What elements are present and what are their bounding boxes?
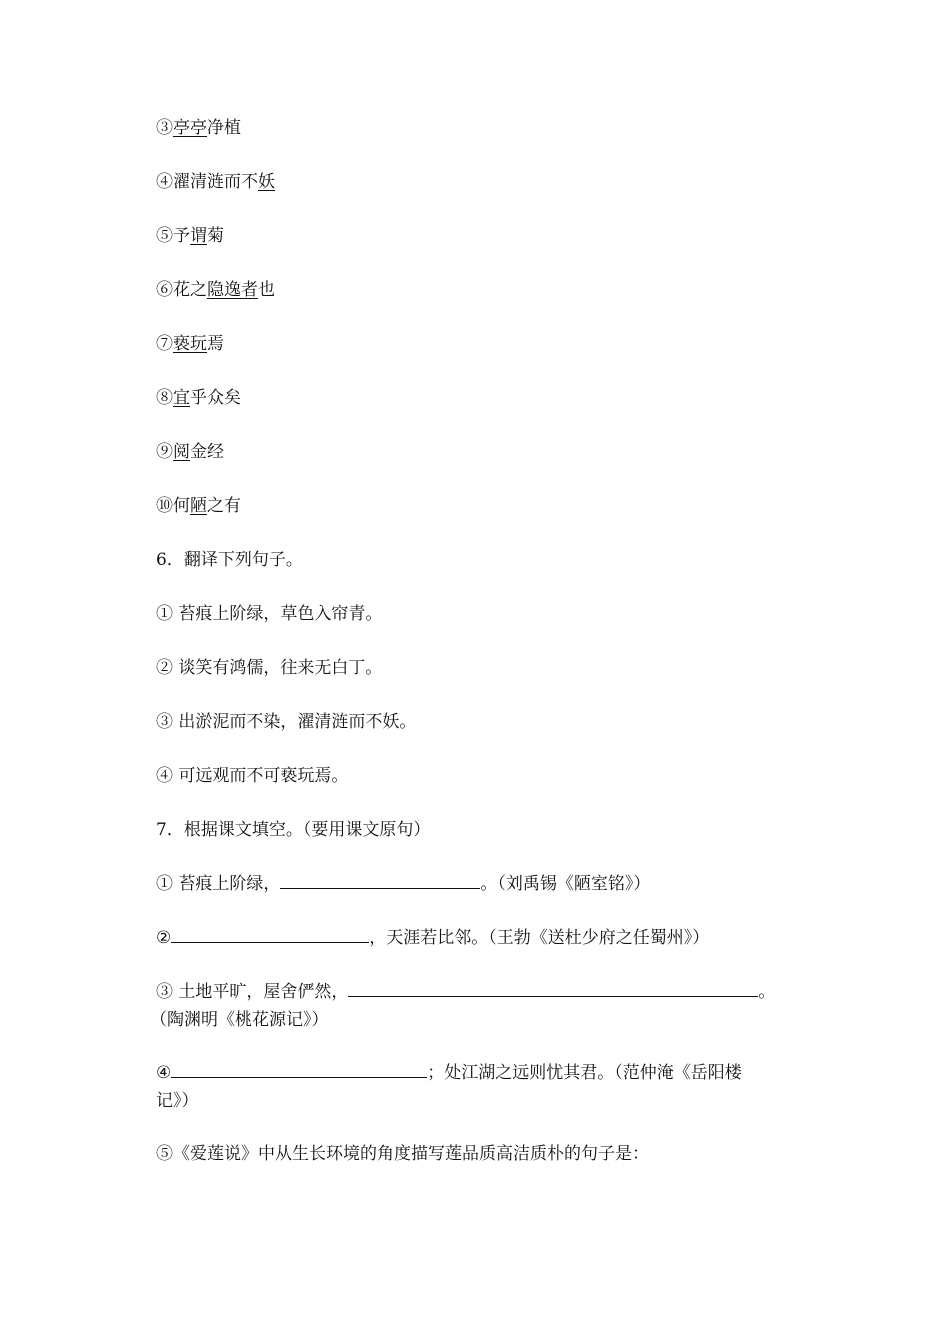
item-text: 乎众矣 [190, 388, 241, 408]
q7-blank-3 [156, 978, 796, 1006]
answer-blank[interactable] [171, 1061, 427, 1078]
item-text: 菊 [207, 226, 224, 246]
item-number: ⑤ [156, 226, 173, 246]
q5-item-8 [156, 384, 796, 412]
q5-item-10 [156, 492, 796, 520]
item-number: ⑥ [156, 280, 173, 300]
underlined-word: 宜 [173, 388, 190, 408]
answer-blank[interactable] [280, 872, 480, 889]
underlined-word: 陋 [190, 496, 207, 516]
item-text: 之有 [207, 496, 241, 516]
q7-blank-4-source: 记》） [156, 1091, 199, 1111]
item-number: ④ [156, 172, 173, 192]
q7-blank-3-source: （陶渊明《桃花源记》） [150, 1010, 329, 1030]
underlined-word: 谓 [190, 226, 207, 246]
q5-item-3 [156, 114, 796, 142]
blank-suffix: ，天涯若比邻。（王勃《送杜少府之任蜀州》） [369, 928, 710, 948]
item-number: ⑨ [156, 442, 173, 462]
q7-blank-2 [156, 924, 796, 952]
q6-sentence-2: ② 谈笑有鸿儒，往来无白丁。 [156, 658, 383, 678]
q7-item-5: ⑤《爱莲说》中从生长环境的角度描写莲品质高洁质朴的句子是： [156, 1144, 649, 1164]
q6-sentence-3: ③ 出淤泥而不染，濯清涟而不妖。 [156, 712, 417, 732]
item-number: ③ [156, 118, 173, 138]
blank-suffix: 。 [758, 982, 776, 1002]
q5-item-4 [156, 168, 796, 196]
underlined-word: 亭亭 [173, 118, 207, 138]
underlined-word: 隐逸者 [207, 280, 258, 300]
underlined-word: 妖 [258, 172, 275, 192]
item-text: 焉 [207, 334, 224, 354]
blank-prefix: ③ 土地平旷，屋舍俨然， [156, 982, 349, 1002]
q7-blank-4 [156, 1059, 796, 1087]
q6-sentence-1: ① 苔痕上阶绿，草色入帘青。 [156, 604, 383, 624]
item-text: 金经 [190, 442, 224, 462]
item-number: ⑧ [156, 388, 173, 408]
blank-prefix: ④ [156, 1063, 172, 1083]
item-text: 濯清涟而不 [173, 172, 258, 192]
q5-item-9 [156, 438, 796, 466]
q6-sentence-4: ④ 可远观而不可亵玩焉。 [156, 766, 349, 786]
underlined-word: 阅 [173, 442, 190, 462]
blank-suffix: 。（刘禹锡《陋室铭》） [480, 874, 651, 894]
question-7-title: 7．根据课文填空。（要用课文原句） [156, 820, 431, 840]
answer-blank[interactable] [171, 926, 369, 943]
q5-item-6 [156, 276, 796, 304]
item-text: 予 [173, 226, 190, 246]
blank-prefix: ① 苔痕上阶绿， [156, 874, 281, 894]
blank-suffix: ；处江湖之远则忧其君。（范仲淹《岳阳楼 [427, 1063, 742, 1083]
item-text: 何 [173, 496, 190, 516]
item-text: 花之 [173, 280, 207, 300]
item-text: 也 [258, 280, 275, 300]
item-text: 净植 [207, 118, 241, 138]
q5-item-7 [156, 330, 796, 358]
underlined-word: 亵玩 [173, 334, 207, 354]
question-6-title: 6．翻译下列句子。 [156, 550, 303, 570]
item-number: ⑦ [156, 334, 173, 354]
answer-blank[interactable] [348, 980, 758, 997]
blank-prefix: ② [156, 928, 172, 948]
q7-blank-1 [156, 870, 796, 898]
q5-item-5 [156, 222, 796, 250]
item-number: ⑩ [156, 496, 173, 516]
